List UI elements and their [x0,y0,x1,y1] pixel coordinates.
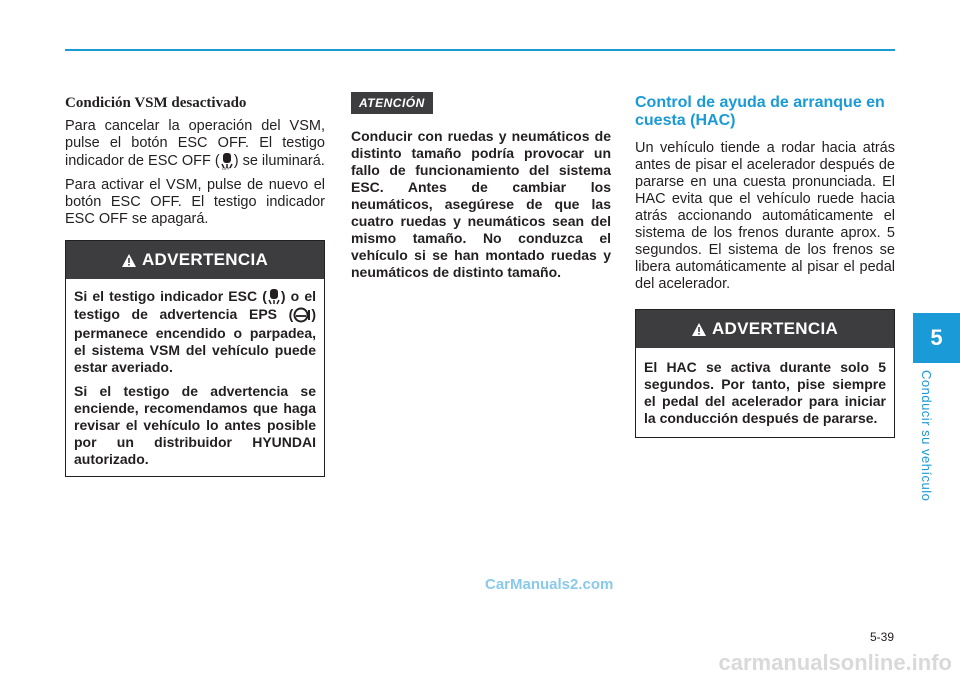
warning-box-vsm [65,240,325,477]
warning-header: ADVERTENCIA [636,310,894,348]
subheading-vsm-off: Condición VSM desactivado [65,95,247,111]
warning-triangle-icon [692,323,706,336]
column-right [635,92,895,438]
warning-paragraph-1: Si el testigo indicador ESC ( ) o el testigo de advertencia EPS ( ) permanece encendido o parpadea, el sistema VSM del vehículo puede estar averiado. [74,288,316,375]
warning-triangle-icon [122,254,136,267]
warning-body [66,279,324,476]
column-middle [351,92,611,281]
paragraph-activate-vsm: Para activar el VSM, pulse de nuevo el botón ESC OFF. El testigo indicador ESC OFF se apagará. [65,177,325,227]
page-number: 5-39 [869,630,894,644]
section-title-hac: Control de ayuda de arranque en cuesta (HAC) [635,94,885,129]
watermark[interactable]: CarManuals2.com [485,576,614,593]
atencion-text: Conducir con ruedas y neumáticos de distinto tamaño podría provocar un fallo de funcionamiento del sistema ESC. Antes de cambiar los neumáticos, asegúrese de que las cuatro ruedas y neumáticos sean del mismo tamaño. No conduzca el vehículo si se han montado ruedas y neumáticos de distinto tamaño. [351,128,611,280]
header-rule [65,49,895,51]
warning-body [636,348,894,437]
svg-text:OFF: OFF [221,166,230,170]
esc-off-icon [220,152,234,170]
atencion-label: ATENCIÓN [351,92,433,114]
paragraph-cancel-vsm: Para cancelar la operación del VSM, pulse el botón ESC OFF. El testigo indicador de ESC OFF ( OFF ) se iluminará. [65,118,325,170]
warning-paragraph-2: Si el testigo de advertencia se enciende, recomendamos que haga revisar el vehículo lo antes posible por un distribuidor HYUNDAI autorizado. [74,382,316,467]
eps-warning-icon [293,307,311,325]
esc-indicator-icon [267,288,281,306]
column-left [65,92,325,477]
chapter-label: Conducir su vehículo [919,370,934,502]
paragraph-hac: Un vehículo tiende a rodar hacia atrás antes de pisar el acelerador después de pararse en una cuesta pronunciada. El HAC evita que el vehículo ruede hacia atrás accionando automáticamente el sistema de los frenos durante aprox. 5 segundos. El sistema de los frenos se libera automáticamente al pisar el pedal del acelerador. [635,140,895,292]
footer-watermark: carmanualsonline.info [718,650,952,675]
warning-box-hac [635,309,895,438]
chapter-tab: 5 [913,313,960,363]
warning-header: ADVERTENCIA [66,241,324,279]
warning-paragraph: El HAC se activa durante solo 5 segundos. Por tanto, pise siempre el pedal del acelerador para iniciar la conducción después de pararse. [644,359,886,426]
